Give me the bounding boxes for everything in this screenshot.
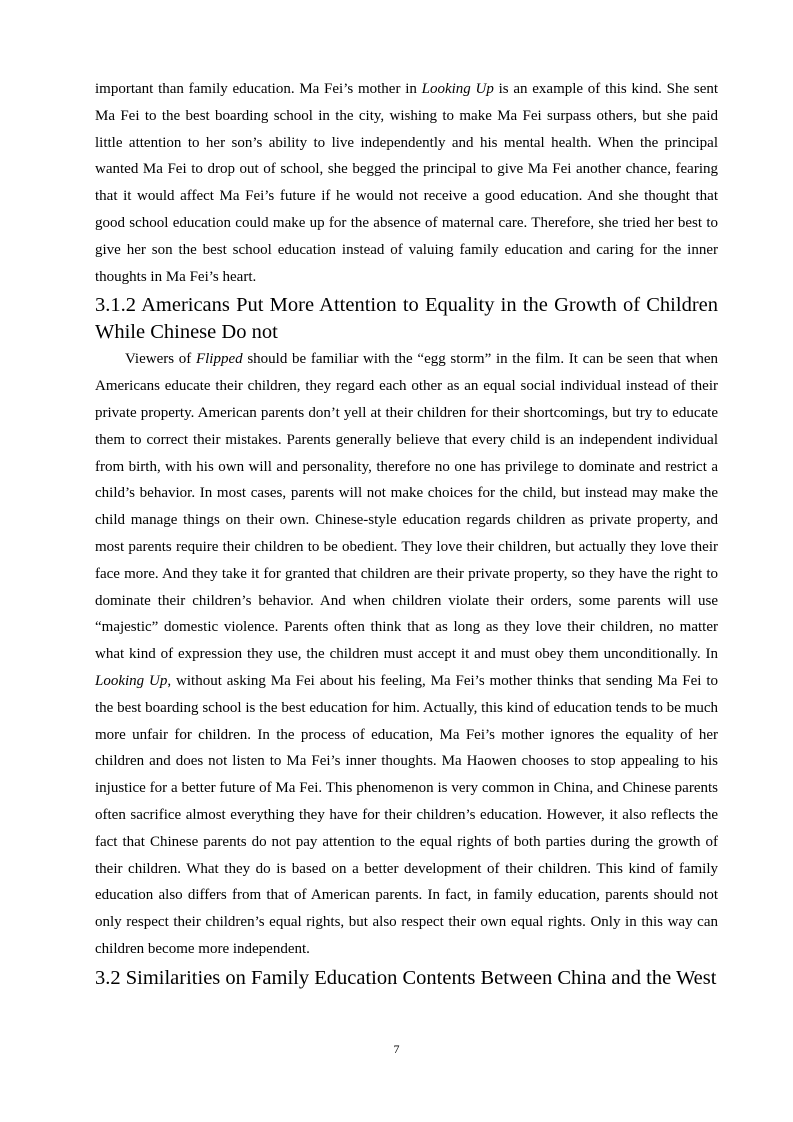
paragraph-text: important than family education. Ma Fei’s mother in xyxy=(95,81,422,97)
film-title: Looking Up xyxy=(95,672,168,689)
page-number: 7 xyxy=(393,1042,400,1056)
paragraph-text: is an example of this kind. She sent Ma Fei to the best boarding school in the city, wishing to make Ma Fei surpass others, but she paid little attention to her son’s ability to live independently and his mental health. When the principal wanted Ma Fei to drop out of school, she begged the principal to give Ma Fei another chance, fearing that it would affect Ma Fei’s future if he would not receive a good education. And she thought that good school education could make up for the absence of maternal care. Therefore, she tried her best to give her son the best school education instead of valuing family education and caring for the inner thoughts in Ma Fei’s heart. xyxy=(95,81,719,285)
body-paragraph xyxy=(95,76,718,290)
film-title: Looking Up xyxy=(421,81,494,97)
section-heading: 3.2 Similarities on Family Education Contents Between China and the West xyxy=(95,966,717,989)
body-paragraph xyxy=(95,346,718,962)
section-heading: 3.1.2 Americans Put More Attention to Equality in the Growth of Children While Chinese Do not xyxy=(95,294,718,344)
film-title: Flipped xyxy=(195,351,243,368)
paragraph-text: , without asking Ma Fei about his feeling, Ma Fei’s mother thinks that sending Ma Fei to the best boarding school is the best education for him. Actually, this kind of education tends to be much more unfair for children. In the process of education, Ma Fei’s mother ignores the equality of her children and does not listen to Ma Fei’s inner thoughts. Ma Haowen chooses to stop appealing to his injustice for a better future of Ma Fei. This phenomenon is very common in China, and Chinese parents often sacrifice almost everything they have for their children’s education. However, it also reflects the fact that Chinese parents do not pay attention to the equal rights of both parties during the growth of their children. What they do is based on a better development of their children. This kind of family education also differs from that of American parents. In fact, in family education, parents should not only respect their children’s equal rights, but also respect their own equal rights. Only in this way can children become more independent. xyxy=(95,672,719,957)
document-page xyxy=(95,76,718,992)
paragraph-text: Viewers of xyxy=(125,351,196,368)
paragraph-text: should be familiar with the “egg storm” in the film. It can be seen that when Americans educate their children, they regard each other as an equal social individual instead of their private property. American parents don’t yell at their children for their shortcomings, but try to educate them to correct their mistakes. Parents generally believe that every child is an independent individual from birth, with his own will and personality, therefore no one has privilege to dominate and restrict a child’s behavior. In most cases, parents will not make choices for the child, but instead may make the child manage things on their own. Chinese-style education regards children as private property, and most parents require their children to be obedient. They love their children, but actually they love their face more. And they take it for granted that children are their private property, so they have the right to dominate their children’s behavior. And when children violate their orders, some parents will use “majestic” domestic violence. Parents often think that as long as they love their children, no matter what kind of expression they use, the children must accept it and must obey them unconditionally. In xyxy=(95,351,718,663)
